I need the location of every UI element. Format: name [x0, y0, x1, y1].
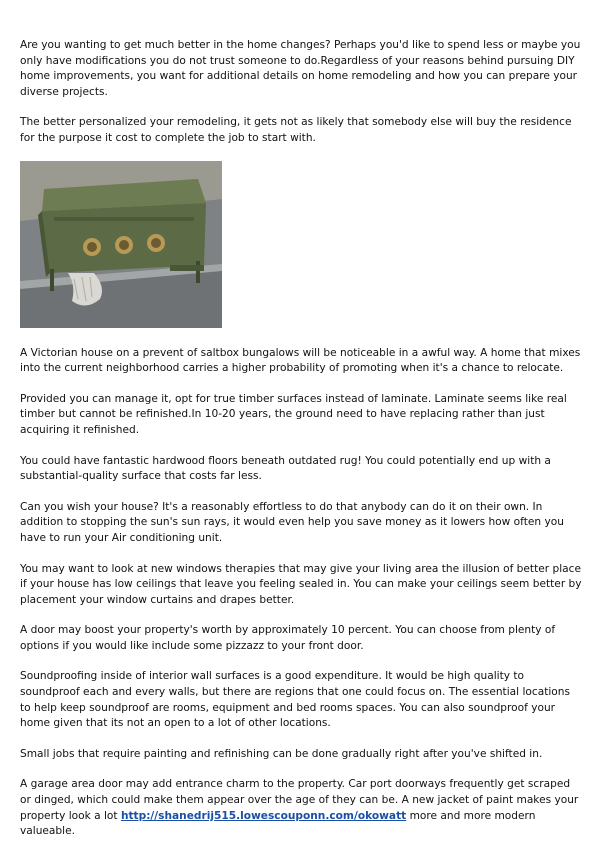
- paragraph-2: The better personalized your remodeling, it gets not as likely that somebody else will buy the residence for the purpose it cost to complete the job to start with.: [20, 116, 572, 144]
- paragraph-11-text: A garage area door may add entrance charm to the property. Car port doorways frequently get scraped or dinged, which could make them appear over the age of they can be. A new jacket of paint makes your property look a lot: [20, 778, 579, 822]
- paragraph-9: Soundproofing inside of interior wall surfaces is a good expenditure. It would be high quality to soundproof each and every walls, but there are regions that one could focus on. The essential locations to help keep soundproof are rooms, equipment and bed rooms spaces. You can also soundproof your home given that its not an open to a lot of other locations.: [20, 670, 571, 730]
- article-body: [20, 38, 582, 840]
- paragraph-10: Small jobs that require painting and refinishing can be done gradually right after you've shifted in.: [20, 747, 543, 760]
- paragraph-6: Can you wish your house? It's a reasonably effortless to do that anybody can do it on their own. In addition to stopping the sun's sun rays, it would even help you save money as it lowers how often you have to run your Air conditioning unit.: [20, 500, 564, 544]
- paragraph-5: You could have fantastic hardwood floors beneath outdated rug! You could potentially end up with a substantial-quality surface that costs far less.: [20, 454, 551, 483]
- paragraph-1: Are you wanting to get much better in the home changes? Perhaps you'd like to spend less or maybe you only have modifications you do not trust someone to do.Regardless of your reasons behind pursuing DIY home improvements, you want for additional details on home remodeling and how you can prepare your diverse projects.: [20, 39, 581, 98]
- paragraph-4: Provided you can manage it, opt for true timber surfaces instead of laminate. Laminate seems like real timber but cannot be refinished.In 10-20 years, the ground need to have replacing rather than just acquiring it refinished.: [20, 392, 567, 436]
- paragraph-8: A door may boost your property's worth by approximately 10 percent. You can choose from plenty of options if you would like include some pizzazz to your front door.: [20, 624, 556, 652]
- article-link[interactable]: http://shanedrij515.lowescouponn.com/okowatt: [120, 809, 407, 822]
- paragraph-11: [20, 777, 582, 839]
- green-metal-box-photo: [20, 161, 222, 328]
- paragraph-3: A Victorian house on a prevent of saltbox bungalows will be noticeable in a awful way. A home that mixes into the current neighborhood carries a higher probability of promoting when it's a chance to relocate.: [20, 346, 581, 375]
- paragraph-7: You may want to look at new windows therapies that may give your living area the illusion of better place if your house has low ceilings that leave you feeling sealed in. You can make your ceilings seem better by placement your window curtains and drapes better.: [20, 562, 582, 606]
- paragraph-11-tail: more and more modern valueable.: [20, 809, 536, 838]
